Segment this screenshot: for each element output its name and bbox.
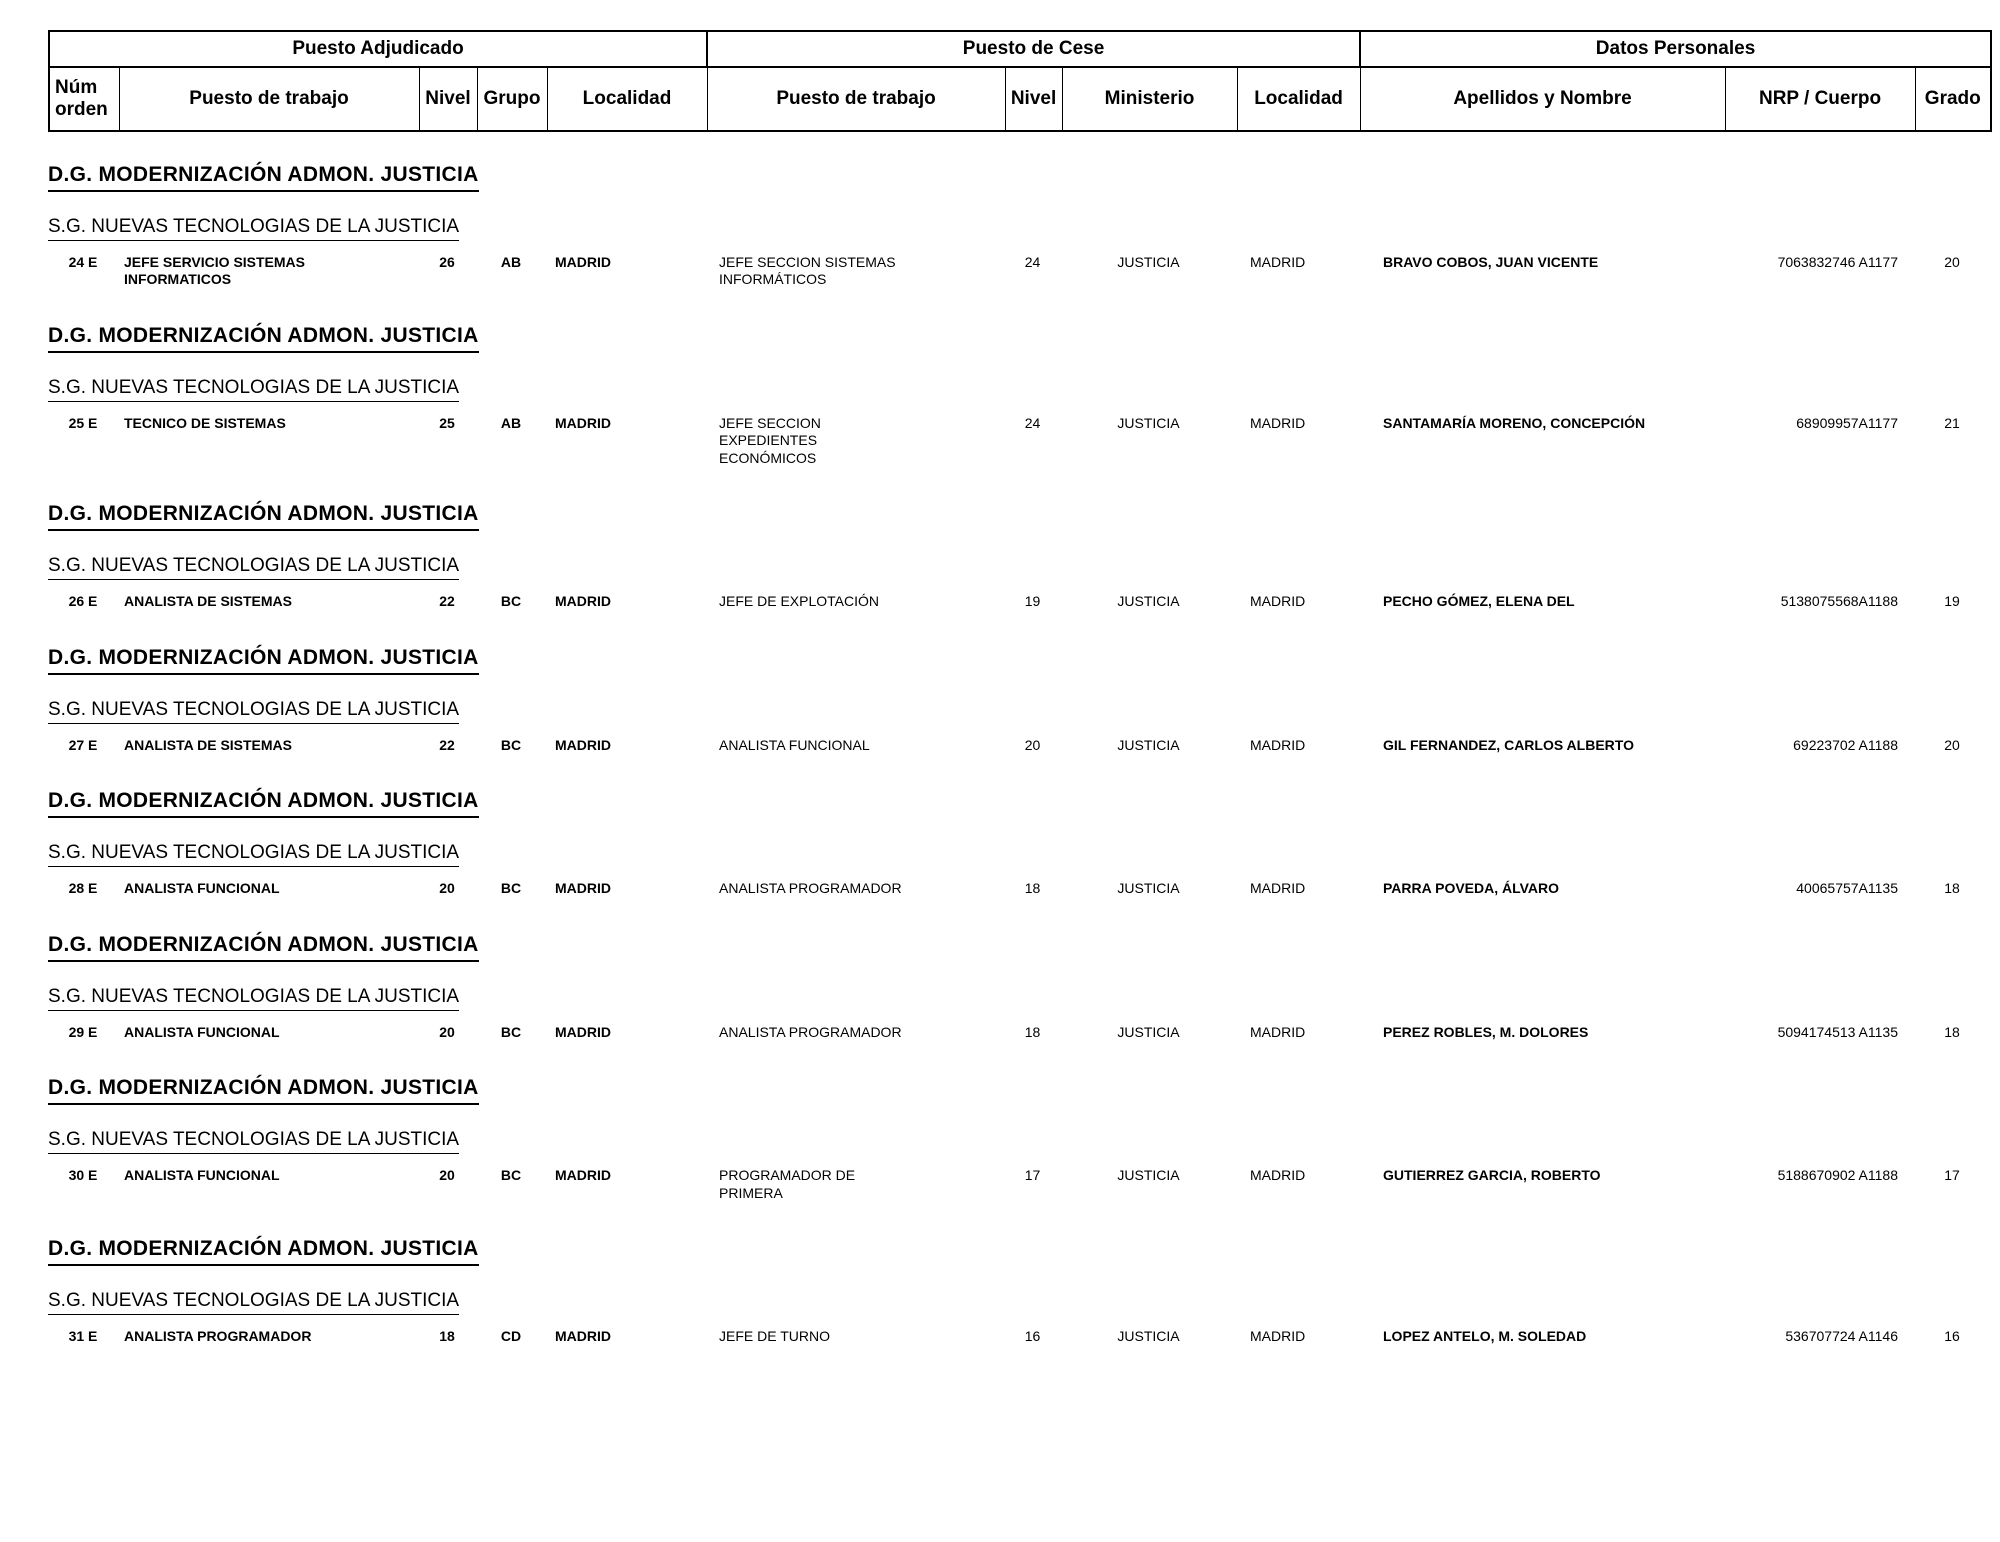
dg-heading: D.G. MODERNIZACIÓN ADMON. JUSTICIA xyxy=(48,645,479,675)
cell-num-orden: 24 E xyxy=(68,253,98,270)
column-header-grupo: Grupo xyxy=(477,67,547,131)
column-header-localidad: Localidad xyxy=(547,67,707,131)
cell-nivel-cese: 20 xyxy=(1024,736,1041,753)
dg-heading: D.G. MODERNIZACIÓN ADMON. JUSTICIA xyxy=(48,501,479,531)
cell-nrp-cuerpo: 5188670902 A1188 xyxy=(1777,1167,1898,1184)
cell-apellidos-nombre: LOPEZ ANTELO, M. SOLEDAD xyxy=(1383,1328,1587,1345)
column-header-cese-localidad: Localidad xyxy=(1237,67,1360,131)
cell-nivel-cese: 24 xyxy=(1024,414,1041,431)
cell-localidad-cese: MADRID xyxy=(1250,1167,1306,1184)
cell-puesto-adjudicado: ANALISTA DE SISTEMAS xyxy=(124,736,293,753)
cell-puesto-cese: ANALISTA PROGRAMADOR xyxy=(719,1023,902,1040)
cell-num-orden: 30 E xyxy=(68,1167,98,1184)
cell-ministerio: JUSTICIA xyxy=(1117,1167,1180,1184)
cell-localidad-adjudicado: MADRID xyxy=(555,593,611,610)
cell-nivel-adjudicado: 25 xyxy=(439,414,455,431)
group-header-puesto-adjudicado: Puesto Adjudicado xyxy=(49,31,707,67)
dg-section-row xyxy=(48,902,1990,962)
sg-section-row xyxy=(48,531,1990,580)
cell-apellidos-nombre: PARRA POVEDA, ÁLVARO xyxy=(1383,880,1560,897)
dg-section-row xyxy=(48,1206,1990,1266)
column-header-ministerio: Ministerio xyxy=(1062,67,1237,131)
cell-nivel-cese: 17 xyxy=(1024,1167,1041,1184)
cell-grupo: BC xyxy=(500,1023,522,1040)
sg-heading: S.G. NUEVAS TECNOLOGIAS DE LA JUSTICIA xyxy=(48,841,459,867)
column-header-apellidos-y-nombre: Apellidos y Nombre xyxy=(1360,67,1725,131)
sg-heading: S.G. NUEVAS TECNOLOGIAS DE LA JUSTICIA xyxy=(48,554,459,580)
cell-localidad-cese: MADRID xyxy=(1250,736,1306,753)
cell-localidad-cese: MADRID xyxy=(1250,414,1306,431)
dg-heading: D.G. MODERNIZACIÓN ADMON. JUSTICIA xyxy=(48,1236,479,1266)
table-row xyxy=(48,867,1990,902)
cell-num-orden: 26 E xyxy=(68,593,98,610)
cell-grado: 19 xyxy=(1944,593,1960,610)
table-row xyxy=(48,1154,1990,1206)
cell-num-orden: 28 E xyxy=(68,880,98,897)
column-header-grado: Grado xyxy=(1915,67,1991,131)
cell-grupo: CD xyxy=(500,1328,522,1345)
cell-nivel-adjudicado: 22 xyxy=(439,736,455,753)
cell-apellidos-nombre: PEREZ ROBLES, M. DOLORES xyxy=(1383,1023,1589,1040)
cell-puesto-adjudicado: TECNICO DE SISTEMAS xyxy=(124,414,286,431)
cell-puesto-adjudicado: JEFE SERVICIO SISTEMAS INFORMATICOS xyxy=(124,253,306,288)
cell-ministerio: JUSTICIA xyxy=(1117,253,1180,270)
cell-localidad-adjudicado: MADRID xyxy=(555,1023,611,1040)
cell-grado: 21 xyxy=(1944,414,1960,431)
sg-section-row xyxy=(48,192,1990,241)
table-row xyxy=(48,402,1990,472)
cell-ministerio: JUSTICIA xyxy=(1117,1023,1180,1040)
sg-section-row xyxy=(48,1266,1990,1315)
sg-section-row xyxy=(48,353,1990,402)
cell-puesto-cese: ANALISTA FUNCIONAL xyxy=(719,736,870,753)
column-header-cese-nivel: Nivel xyxy=(1005,67,1062,131)
cell-nivel-cese: 18 xyxy=(1024,1023,1041,1040)
dg-heading: D.G. MODERNIZACIÓN ADMON. JUSTICIA xyxy=(48,1075,479,1105)
sg-heading: S.G. NUEVAS TECNOLOGIAS DE LA JUSTICIA xyxy=(48,1128,459,1154)
sg-heading: S.G. NUEVAS TECNOLOGIAS DE LA JUSTICIA xyxy=(48,985,459,1011)
cell-nivel-adjudicado: 20 xyxy=(439,1023,455,1040)
cell-puesto-cese: JEFE SECCION EXPEDIENTES ECONÓMICOS xyxy=(719,414,821,466)
cell-localidad-adjudicado: MADRID xyxy=(555,1167,611,1184)
table-row xyxy=(48,1011,1990,1046)
cell-nrp-cuerpo: 5138075568A1188 xyxy=(1780,593,1898,610)
assignments-table-header xyxy=(48,30,1992,132)
column-header-num-orden: Núm orden xyxy=(49,67,119,131)
cell-grado: 18 xyxy=(1944,1023,1960,1040)
cell-ministerio: JUSTICIA xyxy=(1117,736,1180,753)
sg-heading: S.G. NUEVAS TECNOLOGIAS DE LA JUSTICIA xyxy=(48,1289,459,1315)
cell-puesto-adjudicado: ANALISTA FUNCIONAL xyxy=(124,1167,280,1184)
cell-localidad-cese: MADRID xyxy=(1250,1023,1306,1040)
cell-nivel-adjudicado: 26 xyxy=(439,253,455,270)
sg-section-row xyxy=(48,818,1990,867)
cell-grupo: BC xyxy=(500,880,522,897)
cell-puesto-adjudicado: ANALISTA PROGRAMADOR xyxy=(124,1328,312,1345)
column-header-nrp-cuerpo: NRP / Cuerpo xyxy=(1725,67,1915,131)
cell-nivel-cese: 19 xyxy=(1024,593,1041,610)
cell-nrp-cuerpo: 40065757A1135 xyxy=(1796,880,1898,897)
table-row xyxy=(48,580,1990,615)
dg-section-row xyxy=(48,758,1990,818)
cell-num-orden: 29 E xyxy=(68,1023,98,1040)
cell-localidad-adjudicado: MADRID xyxy=(555,253,611,270)
cell-apellidos-nombre: GIL FERNANDEZ, CARLOS ALBERTO xyxy=(1383,736,1634,753)
cell-grupo: AB xyxy=(500,414,522,431)
cell-localidad-cese: MADRID xyxy=(1250,593,1306,610)
cell-localidad-adjudicado: MADRID xyxy=(555,736,611,753)
cell-num-orden: 31 E xyxy=(68,1328,98,1345)
cell-ministerio: JUSTICIA xyxy=(1117,414,1180,431)
cell-puesto-adjudicado: ANALISTA FUNCIONAL xyxy=(124,880,280,897)
table-row xyxy=(48,1315,1990,1350)
dg-heading: D.G. MODERNIZACIÓN ADMON. JUSTICIA xyxy=(48,323,479,353)
cell-apellidos-nombre: PECHO GÓMEZ, ELENA DEL xyxy=(1383,593,1575,610)
cell-nrp-cuerpo: 68909957A1177 xyxy=(1796,414,1898,431)
group-header-puesto-de-cese: Puesto de Cese xyxy=(707,31,1360,67)
dg-section-row xyxy=(48,615,1990,675)
cell-nrp-cuerpo: 5094174513 A1135 xyxy=(1777,1023,1898,1040)
assignments-table-body xyxy=(48,132,1990,1350)
cell-grado: 20 xyxy=(1944,253,1960,270)
cell-ministerio: JUSTICIA xyxy=(1117,1328,1180,1345)
column-header-cese-puesto-de-trabajo: Puesto de trabajo xyxy=(707,67,1005,131)
cell-apellidos-nombre: GUTIERREZ GARCIA, ROBERTO xyxy=(1383,1167,1601,1184)
cell-apellidos-nombre: SANTAMARÍA MORENO, CONCEPCIÓN xyxy=(1383,414,1646,431)
cell-nrp-cuerpo: 69223702 A1188 xyxy=(1793,736,1898,753)
sg-heading: S.G. NUEVAS TECNOLOGIAS DE LA JUSTICIA xyxy=(48,215,459,241)
table-row xyxy=(48,724,1990,759)
column-header-nivel: Nivel xyxy=(419,67,477,131)
cell-nivel-adjudicado: 20 xyxy=(439,880,455,897)
sg-section-row xyxy=(48,962,1990,1011)
sg-section-row xyxy=(48,1105,1990,1154)
dg-section-row xyxy=(48,293,1990,353)
dg-section-row xyxy=(48,132,1990,192)
table-row xyxy=(48,241,1990,293)
cell-ministerio: JUSTICIA xyxy=(1117,880,1180,897)
cell-nrp-cuerpo: 7063832746 A1177 xyxy=(1777,253,1898,270)
cell-localidad-cese: MADRID xyxy=(1250,1328,1306,1345)
cell-grado: 20 xyxy=(1944,736,1960,753)
cell-ministerio: JUSTICIA xyxy=(1117,593,1180,610)
cell-puesto-cese: JEFE SECCION SISTEMAS INFORMÁTICOS xyxy=(719,253,896,288)
cell-grupo: BC xyxy=(500,736,522,753)
cell-grupo: BC xyxy=(500,593,522,610)
dg-heading: D.G. MODERNIZACIÓN ADMON. JUSTICIA xyxy=(48,932,479,962)
cell-grado: 16 xyxy=(1944,1328,1960,1345)
cell-grado: 17 xyxy=(1944,1167,1960,1184)
dg-heading: D.G. MODERNIZACIÓN ADMON. JUSTICIA xyxy=(48,162,479,192)
cell-puesto-cese: JEFE DE EXPLOTACIÓN xyxy=(719,593,879,610)
cell-localidad-adjudicado: MADRID xyxy=(555,414,611,431)
cell-nivel-cese: 24 xyxy=(1024,253,1041,270)
cell-localidad-adjudicado: MADRID xyxy=(555,1328,611,1345)
dg-section-row xyxy=(48,1045,1990,1105)
cell-num-orden: 27 E xyxy=(68,736,98,753)
cell-grado: 18 xyxy=(1944,880,1960,897)
cell-nivel-adjudicado: 20 xyxy=(439,1167,455,1184)
cell-nivel-cese: 18 xyxy=(1024,880,1041,897)
cell-grupo: AB xyxy=(500,253,522,270)
cell-puesto-adjudicado: ANALISTA DE SISTEMAS xyxy=(124,593,293,610)
sg-section-row xyxy=(48,675,1990,724)
cell-nivel-adjudicado: 22 xyxy=(439,593,455,610)
cell-puesto-cese: ANALISTA PROGRAMADOR xyxy=(719,880,902,897)
cell-grupo: BC xyxy=(500,1167,522,1184)
dg-section-row xyxy=(48,471,1990,531)
dg-heading: D.G. MODERNIZACIÓN ADMON. JUSTICIA xyxy=(48,788,479,818)
sg-heading: S.G. NUEVAS TECNOLOGIAS DE LA JUSTICIA xyxy=(48,376,459,402)
sg-heading: S.G. NUEVAS TECNOLOGIAS DE LA JUSTICIA xyxy=(48,698,459,724)
cell-puesto-cese: JEFE DE TURNO xyxy=(719,1328,830,1345)
column-header-puesto-de-trabajo: Puesto de trabajo xyxy=(119,67,419,131)
cell-apellidos-nombre: BRAVO COBOS, JUAN VICENTE xyxy=(1383,253,1599,270)
cell-localidad-cese: MADRID xyxy=(1250,880,1306,897)
group-header-datos-personales: Datos Personales xyxy=(1360,31,1991,67)
cell-nivel-adjudicado: 18 xyxy=(439,1328,455,1345)
cell-num-orden: 25 E xyxy=(68,414,98,431)
cell-puesto-adjudicado: ANALISTA FUNCIONAL xyxy=(124,1023,280,1040)
cell-nrp-cuerpo: 536707724 A1146 xyxy=(1785,1328,1898,1345)
cell-localidad-adjudicado: MADRID xyxy=(555,880,611,897)
cell-nivel-cese: 16 xyxy=(1024,1328,1041,1345)
cell-localidad-cese: MADRID xyxy=(1250,253,1306,270)
cell-puesto-cese: PROGRAMADOR DE PRIMERA xyxy=(719,1167,856,1201)
